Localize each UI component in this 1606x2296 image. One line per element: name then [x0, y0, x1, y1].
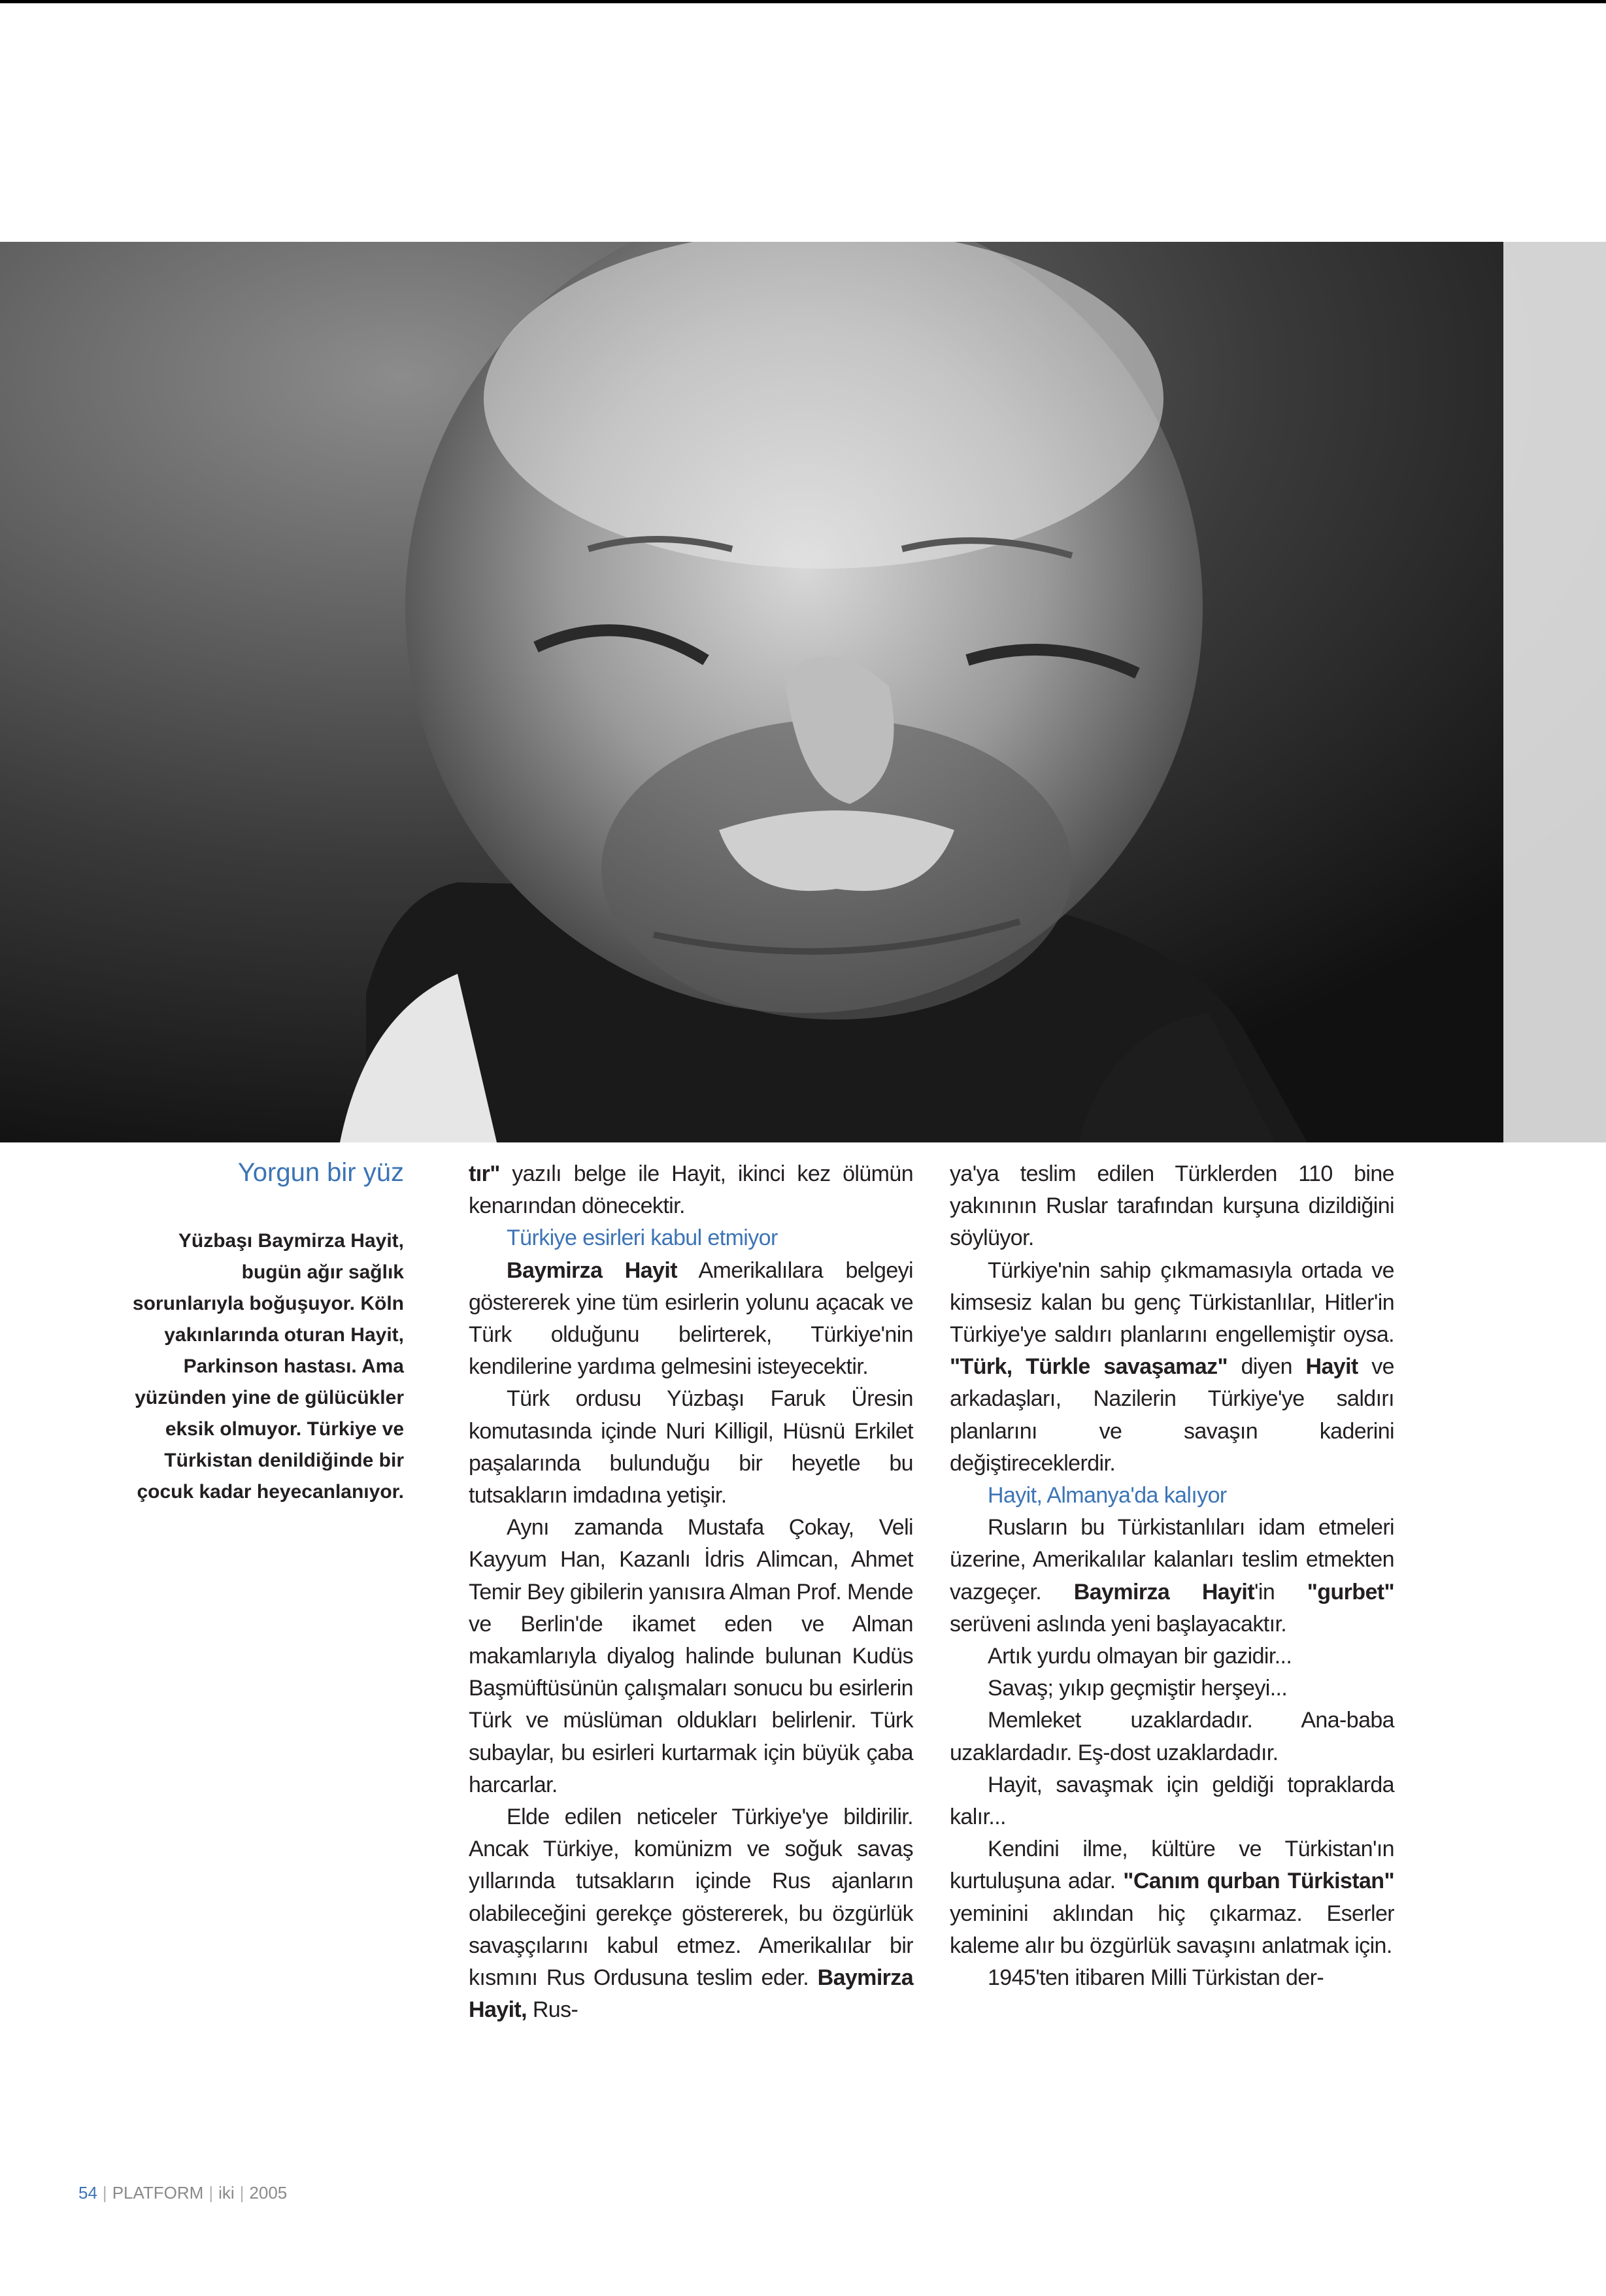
- text: yazılı belge ile Hayit, ikinci kez ölümün kenarından dönecektir.: [469, 1161, 913, 1219]
- paragraph: [950, 1833, 1394, 1962]
- paragraph: [469, 1158, 913, 1222]
- bold-text: Hayit: [1305, 1354, 1358, 1380]
- bold-text: "gurbet": [1307, 1579, 1394, 1605]
- bold-text: "Canım qurban Türkistan": [1123, 1869, 1394, 1894]
- caption-title: Yorgun bir yüz: [237, 1158, 404, 1187]
- subheading: Hayit, Almanya'da kalıyor: [988, 1483, 1227, 1508]
- paragraph: ya'ya teslim edilen Türklerden 110 bine yakınının Ruslar tarafından kurşuna dizildiğini söylüyor.: [950, 1161, 1394, 1251]
- portrait-photo: [0, 242, 1606, 1142]
- article-column-2: [950, 1158, 1394, 1994]
- separator: |: [209, 2183, 214, 2203]
- paragraph: 1945'ten itibaren Milli Türkistan der-: [988, 1965, 1324, 1991]
- top-rule: [0, 0, 1606, 3]
- paragraph: Memleket uzaklardadır. Ana-baba uzaklardadır. Eş-dost uzaklardadır.: [950, 1708, 1394, 1765]
- text: Kendini ilme, kültüre ve Türkistan'ın kurtuluşuna adar.: [950, 1837, 1394, 1894]
- paragraph: Hayit, savaşmak için geldiği topraklarda kalır...: [950, 1772, 1394, 1830]
- bold-text: Baymirza Hayit: [1073, 1579, 1254, 1605]
- text: diyen: [1228, 1354, 1306, 1380]
- text: serüveni aslında yeni başlayacaktır.: [950, 1611, 1287, 1637]
- paragraph: Savaş; yıkıp geçmiştir herşeyi...: [988, 1676, 1288, 1701]
- paragraph: Türk ordusu Yüzbaşı Faruk Üresin komutasında içinde Nuri Killigil, Hüsnü Erkilet paşalarında bulunduğu bir heyetle bu tutsakların imdadına yetişir.: [469, 1386, 913, 1508]
- paragraph: Aynı zamanda Mustafa Çokay, Veli Kayyum Han, Kazanlı İdris Alimcan, Ahmet Temir Bey gibilerin yanısıra Alman Prof. Mende ve Berlin'de ikamet eden ve Alman makamlarıyla diyalog halinde bulunan Kudüs Başmüftüsünün çalışmaları sonucu bu esirlerin Türk ve müslüman oldukları belirlenir. Türk subaylar, bu esirleri kurtarmak için büyük çaba harcarlar.: [469, 1515, 913, 1797]
- text: Elde edilen neticeler Türkiye'ye bildirilir. Ancak Türkiye, komünizm ve soğuk savaş yıllarında tutsakların içinde Rus ajanların olabileceğini gerekçe göstererek, bu özgürlük savaşçılarını kabul etmez. Amerikalılar bir kısmını Rus Ordusuna teslim eder.: [469, 1805, 913, 1991]
- paragraph: Artık yurdu olmayan bir gazidir...: [988, 1644, 1292, 1669]
- publication-name: PLATFORM: [112, 2183, 204, 2203]
- bold-text: Baymirza Hayit,: [469, 1965, 913, 2023]
- text: 'in: [1254, 1579, 1307, 1605]
- paragraph: [469, 1801, 913, 2026]
- issue-label: iki: [218, 2183, 235, 2203]
- separator: |: [239, 2183, 244, 2203]
- paragraph: [950, 1255, 1394, 1480]
- separator: |: [102, 2183, 107, 2203]
- year-label: 2005: [249, 2183, 288, 2203]
- text: yeminini aklından hiç çıkarmaz. Eserler kaleme alır bu özgürlük savaşını anlatmak için.: [950, 1901, 1394, 1958]
- text: ve arkadaşları, Nazilerin Türkiye'ye saldırı planlarını ve savaşın kaderini değiştireceklerdir.: [950, 1354, 1394, 1476]
- caption-body: Yüzbaşı Baymirza Hayit, bugün ağır sağlık sorunlarıyla boğuşuyor. Köln yakınlarında oturan Hayit, Parkinson hastası. Ama yüzünden yine de gülücükler eksik olmuyor. Türkiye ve Türkistan denildiğinde bir çocuk kadar heyecanlanıyor.: [132, 1230, 404, 1503]
- page-number: 54: [78, 2183, 97, 2203]
- text: Türkiye'nin sahip çıkmamasıyla ortada ve kimsesiz kalan bu genç Türkistanlılar, Hitler'in Türkiye'ye saldırı planlarını engellemiştir oysa.: [950, 1257, 1394, 1348]
- text: Rus-: [527, 1997, 578, 2023]
- bold-text: "Türk, Türkle savaşamaz": [950, 1354, 1228, 1380]
- paragraph: [469, 1255, 913, 1384]
- bold-text: Baymirza Hayit: [507, 1257, 677, 1283]
- bold-text: tır": [469, 1161, 500, 1186]
- text: Rusların bu Türkistanlıları idam etmeleri üzerine, Amerikalılar kalanları teslim etmekten vazgeçer.: [950, 1515, 1394, 1605]
- page-footer: [78, 2183, 287, 2203]
- paragraph: [950, 1512, 1394, 1640]
- portrait-illustration: [0, 242, 1606, 1142]
- subheading: Türkiye esirleri kabul etmiyor: [507, 1225, 778, 1251]
- article-column-1: [469, 1158, 913, 2026]
- text: Amerikalılara belgeyi göstererek yine tüm esirlerin yolunu açacak ve Türk olduğunu belirterek, Türkiye'nin kendilerine yardıma gelmesini isteyecektir.: [469, 1257, 913, 1380]
